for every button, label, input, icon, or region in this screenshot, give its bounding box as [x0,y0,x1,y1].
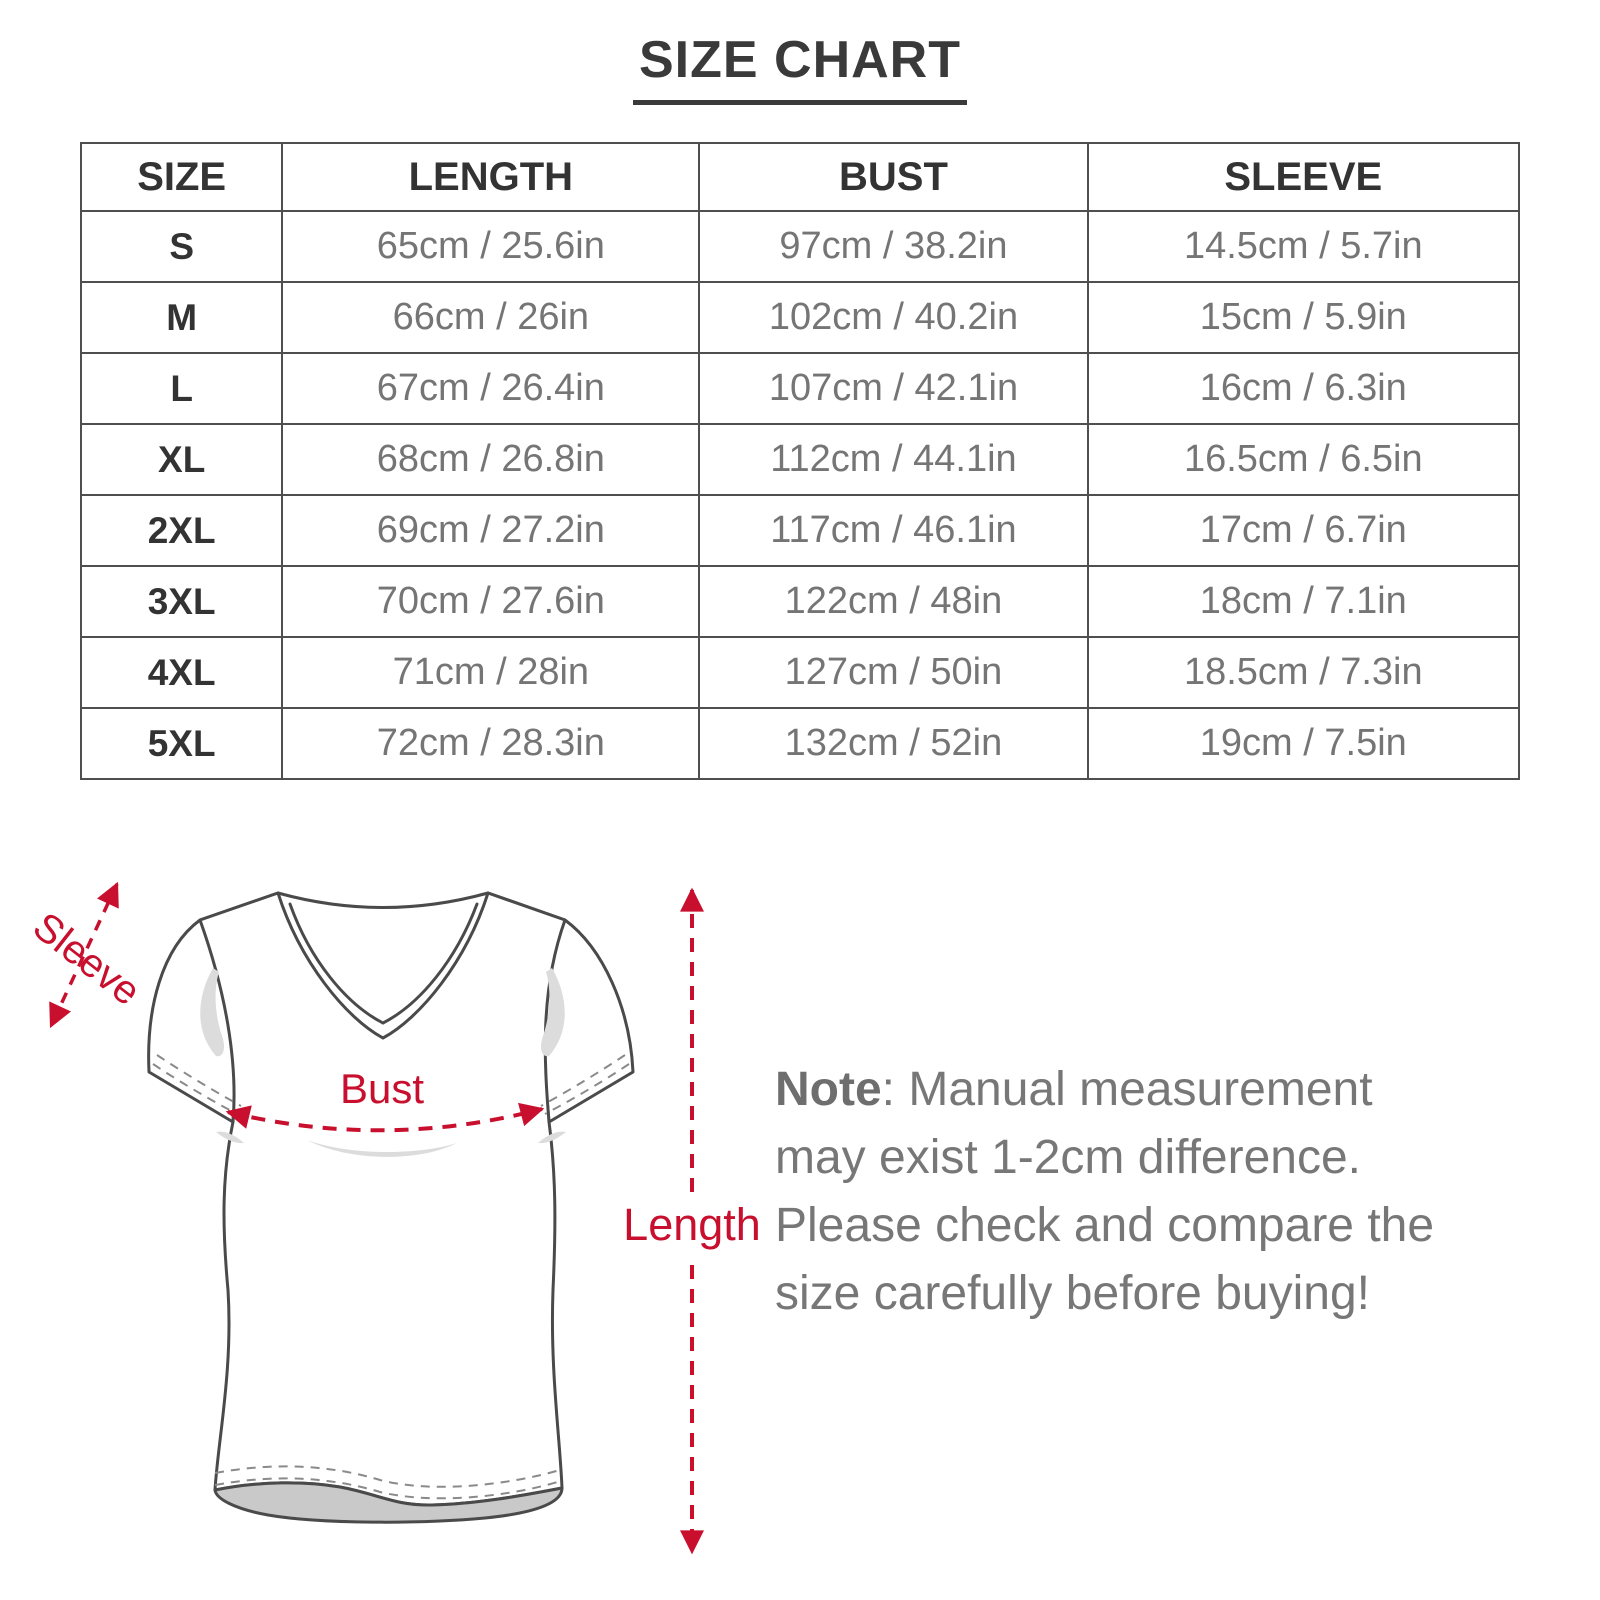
cell-sleeve: 16cm / 6.3in [1088,353,1519,424]
header-length: LENGTH [282,143,699,211]
tshirt-measurement-diagram [0,840,800,1600]
cell-sleeve: 19cm / 7.5in [1088,708,1519,779]
note-label: Note [775,1063,882,1116]
bust-label: Bust [339,1065,425,1112]
cell-size: S [81,211,282,282]
table-row [81,211,1519,282]
cell-bust: 107cm / 42.1in [699,353,1087,424]
note-text: : Manual measurement may exist 1-2cm difference. Please check and compare the size carefully before buying! [775,1063,1435,1320]
cell-sleeve: 14.5cm / 5.7in [1088,211,1519,282]
table-row [81,637,1519,708]
cell-bust: 132cm / 52in [699,708,1087,779]
cell-size: 2XL [81,495,282,566]
cell-bust: 122cm / 48in [699,566,1087,637]
table-row [81,495,1519,566]
cell-length: 71cm / 28in [282,637,699,708]
note-paragraph [775,1056,1475,1328]
page-title: SIZE CHART [633,30,967,105]
cell-length: 68cm / 26.8in [282,424,699,495]
cell-sleeve: 15cm / 5.9in [1088,282,1519,353]
cell-length: 72cm / 28.3in [282,708,699,779]
length-label: Length [623,1199,761,1250]
cell-bust: 112cm / 44.1in [699,424,1087,495]
cell-bust: 97cm / 38.2in [699,211,1087,282]
cell-size: M [81,282,282,353]
cell-sleeve: 18cm / 7.1in [1088,566,1519,637]
cell-sleeve: 16.5cm / 6.5in [1088,424,1519,495]
cell-size: 4XL [81,637,282,708]
sleeve-label: Sleeve [24,904,149,1015]
header-bust: BUST [699,143,1087,211]
cell-bust: 102cm / 40.2in [699,282,1087,353]
cell-sleeve: 18.5cm / 7.3in [1088,637,1519,708]
cell-bust: 127cm / 50in [699,637,1087,708]
page-title-wrap [0,30,1600,105]
cell-length: 70cm / 27.6in [282,566,699,637]
cell-size: 3XL [81,566,282,637]
table-row [81,424,1519,495]
header-size: SIZE [81,143,282,211]
table-header-row [81,143,1519,211]
cell-length: 65cm / 25.6in [282,211,699,282]
table-row [81,282,1519,353]
cell-size: 5XL [81,708,282,779]
size-chart-table [80,142,1520,780]
table-row [81,353,1519,424]
cell-length: 67cm / 26.4in [282,353,699,424]
cell-length: 69cm / 27.2in [282,495,699,566]
cell-size: L [81,353,282,424]
table-row [81,566,1519,637]
tshirt-outline-drawing [149,893,633,1522]
cell-length: 66cm / 26in [282,282,699,353]
cell-sleeve: 17cm / 6.7in [1088,495,1519,566]
cell-bust: 117cm / 46.1in [699,495,1087,566]
header-sleeve: SLEEVE [1088,143,1519,211]
cell-size: XL [81,424,282,495]
table-row [81,708,1519,779]
